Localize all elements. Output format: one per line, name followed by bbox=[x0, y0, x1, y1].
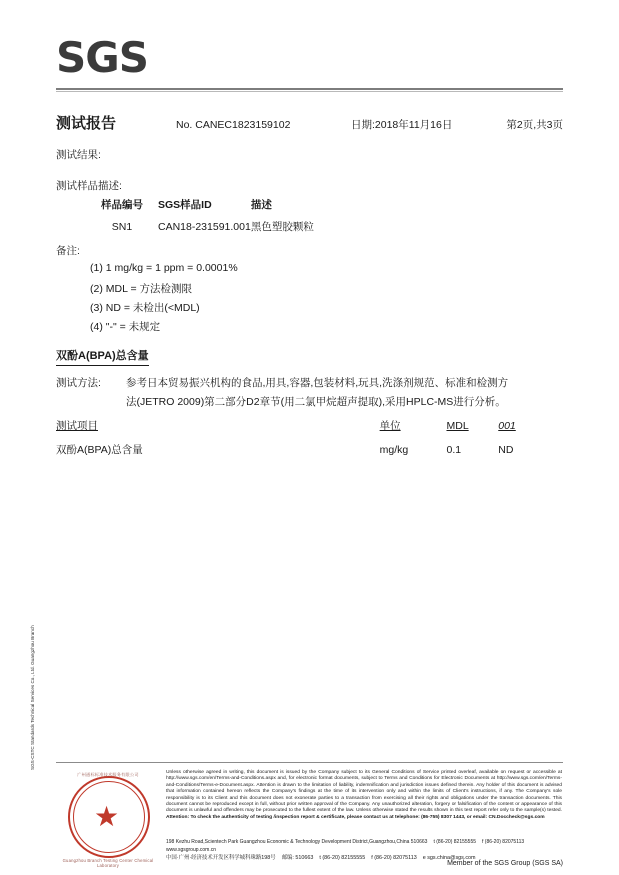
page-title: 测试报告 bbox=[56, 115, 117, 132]
sample-description-label: 测试样品描述: bbox=[56, 180, 122, 192]
star-icon: ★ bbox=[94, 801, 120, 832]
sgs-logo bbox=[56, 33, 186, 82]
note-item: (3) ND = 未检出(<MDL) bbox=[90, 302, 200, 314]
result-col-item: 测试项目 bbox=[56, 420, 98, 432]
sample-desc-value: 黑色塑胶颗粒 bbox=[250, 221, 314, 233]
footer-divider bbox=[56, 762, 563, 763]
stamp-top-text: 广州通标标准技术服务有限公司 bbox=[77, 772, 139, 777]
sample-id-value: CAN18-231591.001 bbox=[158, 220, 251, 233]
fax-cn: f (86-20) 82075113 bbox=[371, 855, 417, 861]
footer-address-en-row bbox=[166, 838, 562, 854]
sgs-logo-text: SGS bbox=[56, 33, 148, 82]
result-item-value: 双酚A(BPA)总含量 bbox=[56, 444, 143, 456]
test-method-line-1: 参考日本贸易振兴机构的食品,用具,容器,包装材料,玩具,洗涤剂规范、标准和检测方 bbox=[126, 377, 509, 389]
fax-en: f (86-20) 82075113 bbox=[482, 839, 525, 845]
results-label: 测试结果: bbox=[56, 149, 101, 161]
legal-paragraph: Unless otherwise agreed in writing, this document is issued by the Company subject to its General Conditions of Service printed overleaf, available on request or accessible at http://www.sgs.com/en/Terms-and-Conditions.aspx and, for electronic format documents, subject to Terms and Conditions for Electronic Documents at http://www.sgs.com/en/Terms-and-Conditions/Terms-e-Document.aspx. Attention is drawn to the limitation of liability, indemnification and jurisdiction issues defined therein. Any holder of this document is advised that information contained hereon reflects the Company's findings at the time of its intervention only and within the limits of Client's instructions, if any. The Company's sole responsibility is to its Client and this document does not exonerate parties to a transaction from exercising all their rights and obligations under the transaction documents. This document cannot be reproduced except in full, without prior written approval of the Company. Any unauthorized alteration, forgery or falsification of the content or appearance of this document is unlawful and offenders may be prosecuted to the fullest extent of the law. Unless otherwise stated the results shown in this test report refer only to the sample(s) tested. bbox=[166, 770, 562, 814]
result-unit-value: mg/kg bbox=[379, 443, 409, 456]
postcode: 邮编: 510663 bbox=[281, 855, 314, 861]
tel-en: t (86-20) 82155555 bbox=[433, 839, 477, 845]
footer-member-text: Member of the SGS Group (SGS SA) bbox=[447, 860, 563, 867]
section-heading-bpa: 双酚A(BPA)总含量 bbox=[56, 347, 149, 366]
note-item: (2) MDL = 方法检测限 bbox=[90, 283, 192, 295]
notes-label: 备注: bbox=[56, 245, 80, 257]
sample-col-desc: 描述 bbox=[250, 199, 272, 211]
sidebar-vertical-text: SGS-CSTC Standards Technical Services Co., Ltd. Guangzhou Branch bbox=[30, 625, 35, 770]
company-stamp bbox=[60, 772, 156, 868]
result-table-header-row bbox=[56, 418, 563, 436]
test-method-line-2: 法(JETRO 2009)第二部分D2章节(用二氯甲烷超声提取),采用HPLC-MS进行分析。 bbox=[126, 396, 506, 408]
note-item: (4) "-" = 未规定 bbox=[90, 321, 161, 333]
result-table bbox=[56, 418, 563, 457]
result-mdl-value: 0.1 bbox=[446, 443, 462, 456]
sample-no-value: SN1 bbox=[111, 220, 133, 233]
test-method-text bbox=[126, 374, 546, 412]
report-header-row bbox=[56, 112, 563, 133]
table-row bbox=[86, 219, 371, 234]
test-method-label: 测试方法: bbox=[56, 377, 101, 389]
tel-cn: t (86-20) 82155555 bbox=[319, 855, 366, 861]
header-divider-thin bbox=[56, 91, 563, 92]
result-col-unit: 单位 bbox=[379, 420, 401, 432]
sample-col-no: 样品编号 bbox=[101, 199, 143, 211]
web-en: www.sgsgroup.com.cn bbox=[166, 847, 217, 853]
sample-col-id: SGS样品ID bbox=[158, 199, 212, 211]
note-item: (1) 1 mg/kg = 1 ppm = 0.0001% bbox=[90, 262, 238, 274]
address-cn: 中国·广州·经济技术开发区科学城科珠路198号 bbox=[166, 855, 276, 861]
footer-legal-text bbox=[166, 770, 562, 821]
footer-address bbox=[166, 838, 562, 862]
result-001-value: ND bbox=[498, 443, 514, 456]
result-col-sample-001: 001 bbox=[498, 419, 516, 432]
result-col-mdl: MDL bbox=[446, 419, 469, 432]
table-row bbox=[56, 436, 563, 457]
address-en: 198 Kezhu Road,Scientech Park Guangzhou Economic & Technology Development District,Guangzhou,China 510663 bbox=[166, 839, 428, 845]
report-number: No. CANEC1823159102 bbox=[176, 119, 291, 131]
report-date: 日期:2018年11月16日 bbox=[351, 119, 453, 131]
page-number: 第2页,共3页 bbox=[506, 119, 563, 131]
sample-table-header-row bbox=[86, 197, 371, 219]
legal-attention: Attention: To check the authenticity of testing /inspection report & certificate, please contact us at telephone: (86-755) 8307 1443, or email: CN.Doccheck@sgs.com bbox=[166, 814, 545, 820]
email-cn: e sgs.china@sgs.com bbox=[422, 855, 476, 861]
header-divider bbox=[56, 88, 563, 90]
stamp-bottom-text: Guangzhou Branch Testing Center Chemical Laboratory bbox=[62, 858, 154, 868]
sample-table bbox=[86, 197, 371, 234]
